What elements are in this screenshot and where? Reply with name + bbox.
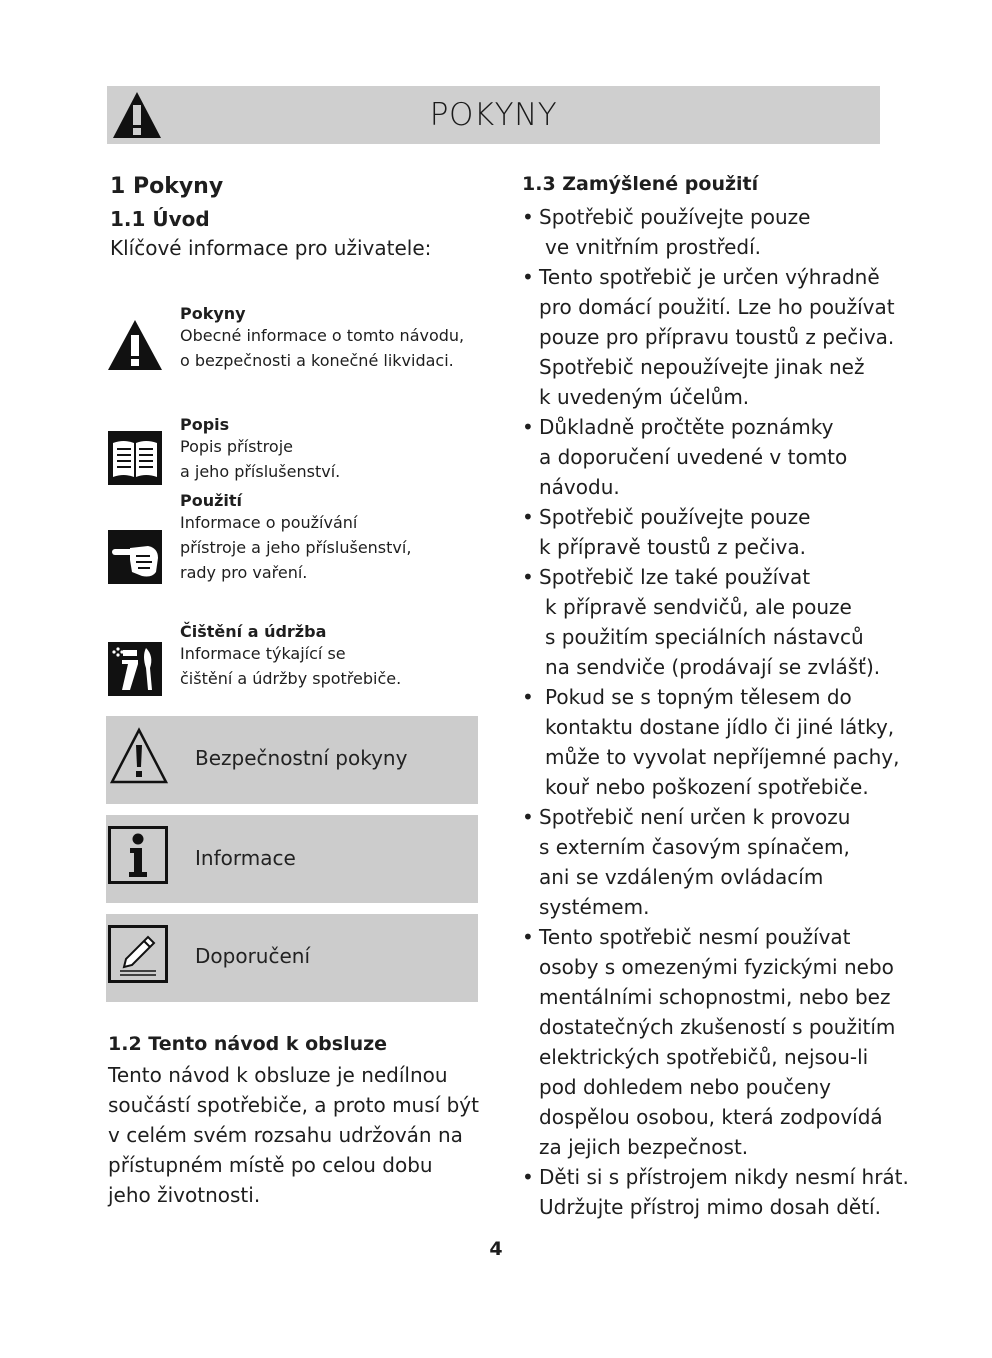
- list-line: s použitím speciálních nástavců: [545, 625, 864, 649]
- list-line: Spotřebič lze také používat: [539, 565, 811, 589]
- list-line: systémem.: [539, 895, 650, 919]
- section-1-2-text: [108, 1060, 500, 1210]
- text-line: přístupném místě po celou dobu: [108, 1153, 433, 1177]
- symbol-pouziti: [180, 491, 411, 585]
- list-line: k uvedeným účelům.: [539, 385, 750, 409]
- box-label-safety: Bezpečnostní pokyny: [195, 746, 408, 770]
- list-line: Pokud se s topným tělesem do: [545, 685, 852, 709]
- warning-outline-icon: [109, 727, 169, 785]
- pointing-hand-icon: [108, 530, 162, 584]
- text-line: v celém svém rozsahu udržován na: [108, 1123, 463, 1147]
- list-line: Tento spotřebič je určen výhradně: [539, 265, 880, 289]
- section-1-2-title: 1.2 Tento návod k obsluze: [108, 1033, 388, 1055]
- list-item: • Spotřebič používejte pouze ve vnitřním prostředí.: [522, 202, 932, 262]
- list-line: k přípravě toustů z pečiva.: [539, 535, 806, 559]
- list-line: osoby s omezenými fyzickými nebo: [539, 955, 894, 979]
- list-line: ve vnitřním prostředí.: [545, 235, 762, 259]
- list-item: • Děti si s přístrojem nikdy nesmí hrát. Udržujte přístroj mimo dosah dětí.: [522, 1162, 932, 1222]
- symbol-line: Obecné informace o tomto návodu,: [180, 326, 465, 345]
- symbol-line: a jeho příslušenství.: [180, 462, 341, 481]
- section-1-1-title: 1.1 Úvod: [110, 207, 210, 231]
- info-icon: [108, 826, 168, 884]
- list-line: kouř nebo poškození spotřebiče.: [545, 775, 869, 799]
- symbol-line: Popis přístroje: [180, 437, 293, 456]
- section-1-1-intro: Klíčové informace pro uživatele:: [110, 236, 432, 260]
- list-item: • Tento spotřebič je určen výhradně pro domácí použití. Lze ho používat pouze pro přípravu toustů z pečiva. Spotřebič nepoužívejte jinak než k uvedeným účelům.: [522, 262, 932, 412]
- list-line: Udržujte přístroj mimo dosah dětí.: [539, 1195, 881, 1219]
- text-line: Tento návod k obsluze je nedílnou: [108, 1063, 448, 1087]
- list-line: za jejich bezpečnost.: [539, 1135, 749, 1159]
- list-item: • Důkladně pročtěte poznámky a doporučení uvedené v tomto návodu.: [522, 412, 932, 502]
- list-line: Spotřebič používejte pouze: [539, 205, 811, 229]
- box-label-info: Informace: [195, 846, 296, 870]
- cleaning-tools-icon: [108, 642, 162, 696]
- list-item: • Tento spotřebič nesmí používat osoby s omezenými fyzickými nebo mentálními schopnostmi, nebo bez dostatečných zkušeností s použitím elektrických spotřebičů, nejsou-li pod dohledem nebo poučeny dospělou osobou, která zodpovídá za jejich bezpečnost.: [522, 922, 932, 1162]
- symbol-title: Použití: [180, 491, 243, 510]
- symbol-title: Pokyny: [180, 304, 246, 323]
- book-icon: [108, 431, 162, 485]
- list-line: návodu.: [539, 475, 620, 499]
- symbol-line: Informace o používání: [180, 513, 358, 532]
- list-line: elektrických spotřebičů, nejsou-li: [539, 1045, 869, 1069]
- page-title: POKYNY: [429, 97, 558, 133]
- list-line: s externím časovým spínačem,: [539, 835, 850, 859]
- symbol-cisteni: [180, 622, 401, 691]
- list-line: mentálními schopnostmi, nebo bez: [539, 985, 891, 1009]
- list-line: Spotřebič používejte pouze: [539, 505, 811, 529]
- section-1-title: 1 Pokyny: [110, 174, 224, 199]
- list-line: Děti si s přístrojem nikdy nesmí hrát.: [539, 1165, 909, 1189]
- text-line: jeho životnosti.: [108, 1183, 261, 1207]
- intended-use-list: [522, 202, 932, 1222]
- list-line: může to vyvolat nepříjemné pachy,: [545, 745, 900, 769]
- page-number: 4: [489, 1238, 503, 1260]
- list-line: pouze pro přípravu toustů z pečiva.: [539, 325, 895, 349]
- list-line: Spotřebič není určen k provozu: [539, 805, 851, 829]
- symbol-title: Popis: [180, 415, 230, 434]
- symbol-line: Informace týkající se: [180, 644, 346, 663]
- section-1-3-title: 1.3 Zamýšlené použití: [522, 173, 759, 195]
- symbol-popis: [180, 415, 340, 484]
- symbol-pokyny: [180, 304, 464, 373]
- list-line: dostatečných zkušeností s použitím: [539, 1015, 896, 1039]
- list-line: a doporučení uvedené v tomto: [539, 445, 848, 469]
- list-item: • Spotřebič používejte pouze k přípravě toustů z pečiva.: [522, 502, 932, 562]
- symbol-line: rady pro vaření.: [180, 563, 308, 582]
- text-line: součástí spotřebiče, a proto musí být: [108, 1093, 479, 1117]
- list-line: ani se vzdáleným ovládacím: [539, 865, 824, 889]
- list-line: kontaktu dostane jídlo či jiné látky,: [545, 715, 895, 739]
- list-line: pro domácí použití. Lze ho používat: [539, 295, 895, 319]
- list-line: Důkladně pročtěte poznámky: [539, 415, 834, 439]
- symbol-line: přístroje a jeho příslušenství,: [180, 538, 412, 557]
- list-item: • Spotřebič není určen k provozu s externím časovým spínačem, ani se vzdáleným ovládacím systémem.: [522, 802, 932, 922]
- list-line: dospělou osobou, která zodpovídá: [539, 1105, 883, 1129]
- box-label-recommendation: Doporučení: [195, 944, 310, 968]
- warning-triangle-icon: [107, 318, 161, 372]
- list-item: • Spotřebič lze také používat k přípravě sendvičů, ale pouze s použitím speciálních nástavců na sendviče (prodávají se zvlášť).: [522, 562, 932, 682]
- symbol-line: o bezpečnosti a konečné likvidaci.: [180, 351, 454, 370]
- symbol-title: Čištění a údržba: [180, 622, 327, 641]
- symbol-line: čištění a údržby spotřebiče.: [180, 669, 402, 688]
- pen-note-icon: [108, 925, 168, 983]
- list-line: Tento spotřebič nesmí používat: [539, 925, 851, 949]
- list-item: • Pokud se s topným tělesem do kontaktu dostane jídlo či jiné látky, může to vyvolat nepříjemné pachy, kouř nebo poškození spotřebiče.: [522, 682, 932, 802]
- list-line: Spotřebič nepoužívejte jinak než: [539, 355, 865, 379]
- list-line: na sendviče (prodávají se zvlášť).: [545, 655, 881, 679]
- list-line: pod dohledem nebo poučeny: [539, 1075, 831, 1099]
- list-line: k přípravě sendvičů, ale pouze: [545, 595, 852, 619]
